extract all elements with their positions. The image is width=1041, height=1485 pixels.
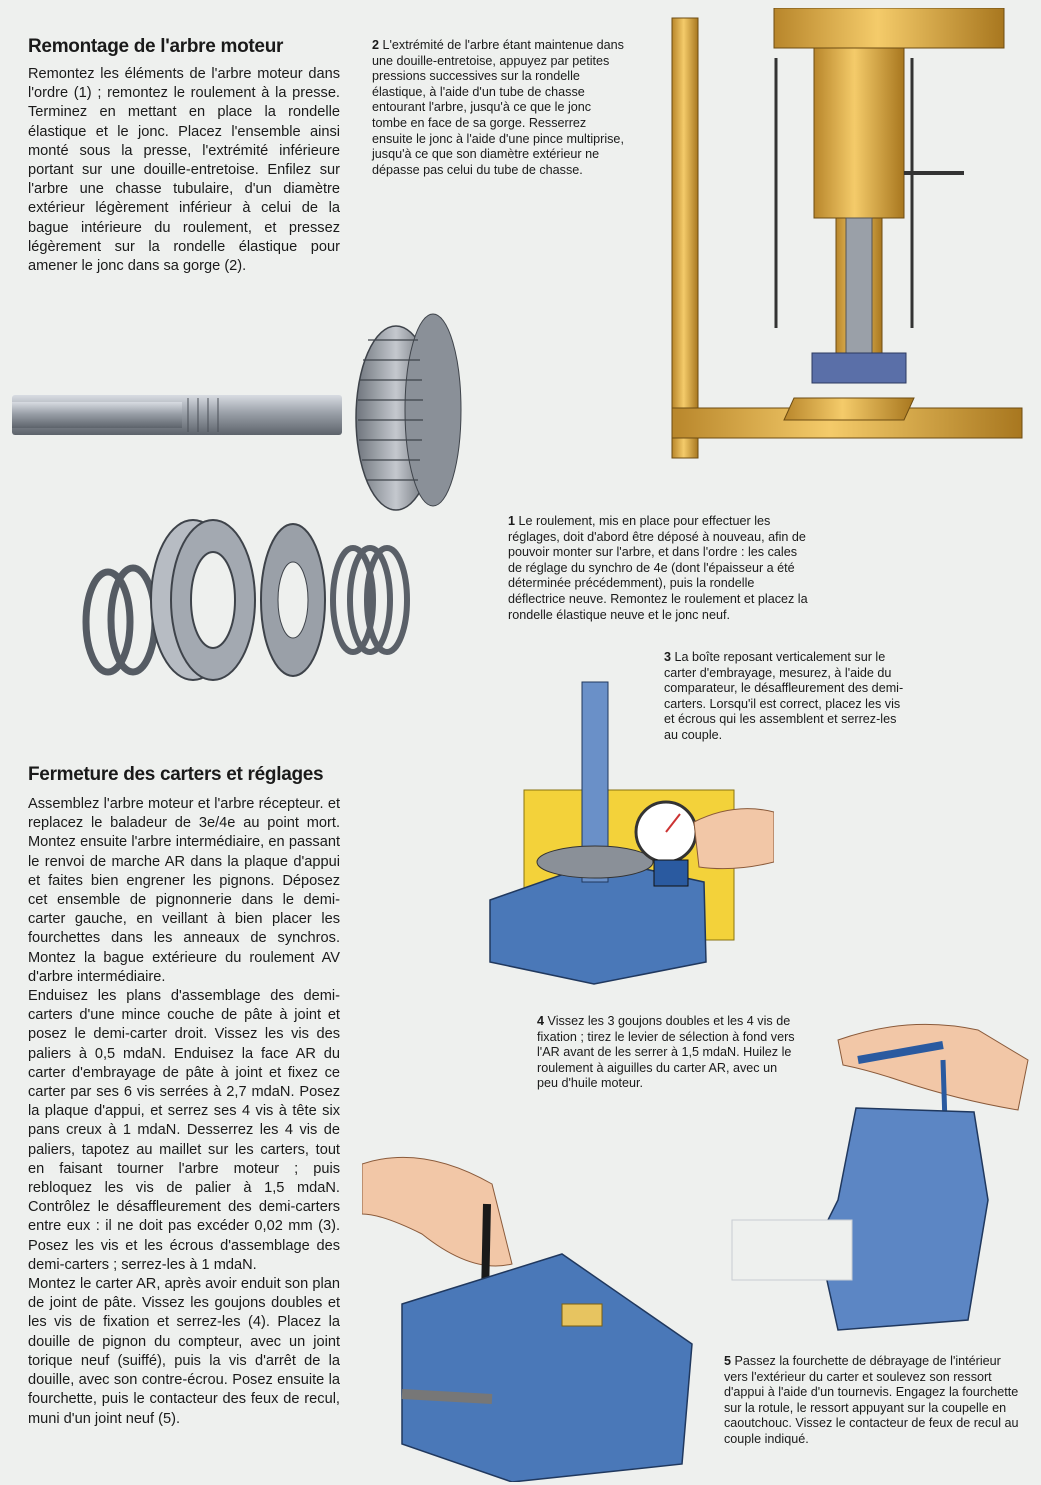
caption-number: 5 xyxy=(724,1354,732,1368)
paragraph: Assemblez l'arbre moteur et l'arbre récepteur. et replacez le baladeur de 3e/4e au point mort. Montez ensuite l'arbre intermédiaire, en passant le renvoi de marche AR dans la plaque d'appui et faites bien engrener les pignons. Déposez cet ensemble de pignonnerie dans le demi-carter gauche, en veillant à bien placer les fourchettes dans les anneaux de synchros. Montez la bague extérieure du roulement AV d'arbre intermédiaire. xyxy=(28,796,340,985)
caption-number: 3 xyxy=(664,650,672,664)
screwdriver-illustration xyxy=(362,1144,720,1482)
paragraph: Enduisez les plans d'assemblage des demi-carters d'une mince couche de pâte à joint et posez le demi-carter droit. Vissez les vis des paliers à 0,5 mdaN. Enduisez la face AR du carter d'embrayage de pâte à joint et fixez ce carter par ses 6 vis serrées à 2,7 mdaN. Posez la plaque d'appui, et serrez ses 4 vis à tête six pans creux à 1 mdaN. Desserrez les 4 vis de paliers, tapotez au maillet sur les carters, tout en faisant tourner l'arbre moteur ; puis rebloquez les vis de palier à 1,5 mdaN. Contrôlez le désaffleurement des demi-carters entre eux : il ne doit pas excéder 0,02 mm (3). Posez les vis et les écrous d'assemblage des demi-carters ; serrez-les à 1 mdaN. xyxy=(28,988,340,1273)
caption-number: 2 xyxy=(372,38,380,52)
caption-number: 1 xyxy=(508,514,516,528)
caption-5 xyxy=(724,1354,1028,1448)
section-text-fermeture xyxy=(28,795,340,1429)
section-title-fermeture: Fermeture des carters et réglages xyxy=(28,764,324,785)
caption-1 xyxy=(508,514,808,623)
caption-text: Le roulement, mis en place pour effectuer les réglages, doit d'abord être déposé à nouveau, afin de pouvoir monter sur l'arbre, et dans l'ordre : les cales de réglage du synchro de 4e (dont l'épaisseur a été déterminée précédemment), puis la rondelle déflectrice neuve. Remontez le roulement et placez la rondelle élastique neuve et le jonc neuf. xyxy=(508,514,808,622)
caption-2 xyxy=(372,38,628,178)
section-title-remontage: Remontage de l'arbre moteur xyxy=(28,36,284,57)
paragraph: Montez le carter AR, après avoir enduit son plan de joint de pâte. Vissez les goujons doubles et les vis de fixation et serrez-les (4). Placez la douille de pignon du compteur, avec un joint torique neuf (suiffé), puis la vis d'arrêt de la douille, avec son contre-écrou. Posez ensuite la fourchette, puis le contacteur des feux de recul, muni d'un joint neuf (5). xyxy=(28,1276,340,1427)
fork-lever-illustration xyxy=(728,1020,1036,1342)
section-text-remontage: Remontez les éléments de l'arbre moteur dans l'ordre (1) ; remontez le roulement à la presse. Terminez en mettant en place la rondelle élastique et le jonc. Placez l'ensemble ainsi monté sous la presse, l'extrémité inférieure portant sur une douille-entretoise. Enfilez sur l'arbre une chasse tubulaire, d'un diamètre extérieur légèrement inférieur à celui de la bague intérieure du roulement, et pressez légèrement sur la rondelle élastique pour amener le jonc dans sa gorge (2). xyxy=(28,66,340,275)
caption-text: Passez la fourchette de débrayage de l'intérieur vers l'extérieur du carter et soulevez son ressort d'appui à l'aide d'un tournevis. Engagez la fourchette sur la rotule, le ressort appuyant sur la coupelle en caoutchouc. Vissez le contacteur de feux de recul au couple indiqué. xyxy=(724,1354,1019,1446)
caption-text: La boîte reposant verticalement sur le carter d'embrayage, mesurez, à l'aide du comparateur, le désaffleurement des demi-carters. Lorsqu'il est correct, placez les vis et écrous qui les assemblent et serrez-les au couple. xyxy=(664,650,904,742)
shaft-exploded-illustration xyxy=(8,300,478,690)
dial-gauge-illustration xyxy=(484,672,774,990)
caption-number: 4 xyxy=(537,1014,545,1028)
caption-text: Vissez les 3 goujons doubles et les 4 vis de fixation ; tirez le levier de sélection à fond vers l'AR avant de les serrer à 1,5 mdaN. Huilez le roulement à aiguilles du carter AR, avec un peu d'huile moteur. xyxy=(537,1014,795,1091)
caption-text: L'extrémité de l'arbre étant maintenue dans une douille-entretoise, appuyez par petites pressions successives sur la rondelle élastique, à l'aide d'un tube de chasse entourant l'arbre, jusqu'à ce que le jonc tombe en face de sa gorge. Resserrez ensuite le jonc à l'aide d'une pince multiprise, jusqu'à ce que son diamètre extérieur ne dépasse pas celui du tube de chasse. xyxy=(372,38,624,177)
press-illustration xyxy=(664,8,1036,468)
